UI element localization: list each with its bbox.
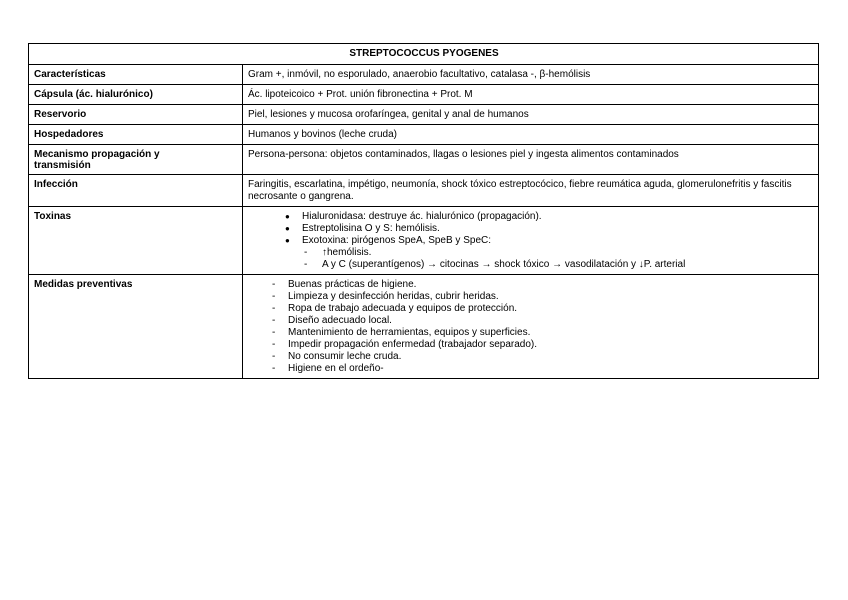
- table-row-medidas: [29, 275, 819, 379]
- row-label: [29, 145, 243, 175]
- row-value: Piel, lesiones y mucosa orofaríngea, genital y anal de humanos: [243, 105, 819, 125]
- row-label: Infección: [29, 175, 243, 207]
- sublist-item: - A y C (superantígenos) → citocinas → shock tóxico → vasodilatación y ↓P. arterial: [322, 259, 814, 271]
- row-label-line: transmisión: [34, 160, 91, 171]
- row-label: Cápsula (ác. hialurónico): [29, 85, 243, 105]
- row-label: Hospedadores: [29, 125, 243, 145]
- table-row-mecanismo: [29, 145, 819, 175]
- list-item: ● Estreptolisina O y S: hemólisis.: [302, 223, 814, 235]
- summary-table: [28, 43, 819, 379]
- table-row-infeccion: [29, 175, 819, 207]
- row-value: Gram +, inmóvil, no esporulado, anaerobio facultativo, catalasa -, β-hemólisis: [243, 65, 819, 85]
- list-item: - No consumir leche cruda.: [288, 351, 814, 363]
- row-value: [243, 275, 819, 379]
- row-label: Medidas preventivas: [29, 275, 243, 379]
- list-item: - Ropa de trabajo adecuada y equipos de protección.: [288, 303, 814, 315]
- toxinas-list: [248, 211, 814, 271]
- table-row-toxinas: [29, 207, 819, 275]
- list-item: - Mantenimiento de herramientas, equipos y superficies.: [288, 327, 814, 339]
- row-value: Faringitis, escarlatina, impétigo, neumonía, shock tóxico estreptocócico, fiebre reumática aguda, glomerulonefritis y fascitis necrosante o gangrena.: [243, 175, 819, 207]
- table-row-caracteristicas: [29, 65, 819, 85]
- table-row-reservorio: [29, 105, 819, 125]
- row-label-line: Mecanismo propagación y: [34, 149, 160, 160]
- row-label: Reservorio: [29, 105, 243, 125]
- row-value: [243, 207, 819, 275]
- sublist-item: - ↑hemólisis.: [322, 247, 814, 259]
- row-label: Toxinas: [29, 207, 243, 275]
- list-item: - Higiene en el ordeño-: [288, 363, 814, 375]
- list-item: - Diseño adecuado local.: [288, 315, 814, 327]
- table-row-capsula: [29, 85, 819, 105]
- list-item: [302, 235, 814, 271]
- list-item: - Limpieza y desinfección heridas, cubrir heridas.: [288, 291, 814, 303]
- row-label: Características: [29, 65, 243, 85]
- list-item: - Impedir propagación enfermedad (trabajador separado).: [288, 339, 814, 351]
- row-value: Ác. lipoteicoico + Prot. unión fibronectina + Prot. M: [243, 85, 819, 105]
- title-row: [29, 44, 819, 65]
- list-item: ● Hialuronidasa: destruye ác. hialurónico (propagación).: [302, 211, 814, 223]
- medidas-list: [248, 279, 814, 375]
- row-value: Persona-persona: objetos contaminados, llagas o lesiones piel y ingesta alimentos contaminados: [243, 145, 819, 175]
- exotoxina-sublist: [302, 247, 814, 271]
- row-value: Humanos y bovinos (leche cruda): [243, 125, 819, 145]
- list-item-text: Exotoxina: pirógenos SpeA, SpeB y SpeC:: [302, 235, 492, 246]
- list-item: - Buenas prácticas de higiene.: [288, 279, 814, 291]
- table-title: STREPTOCOCCUS PYOGENES: [29, 44, 819, 65]
- table-row-hospedadores: [29, 125, 819, 145]
